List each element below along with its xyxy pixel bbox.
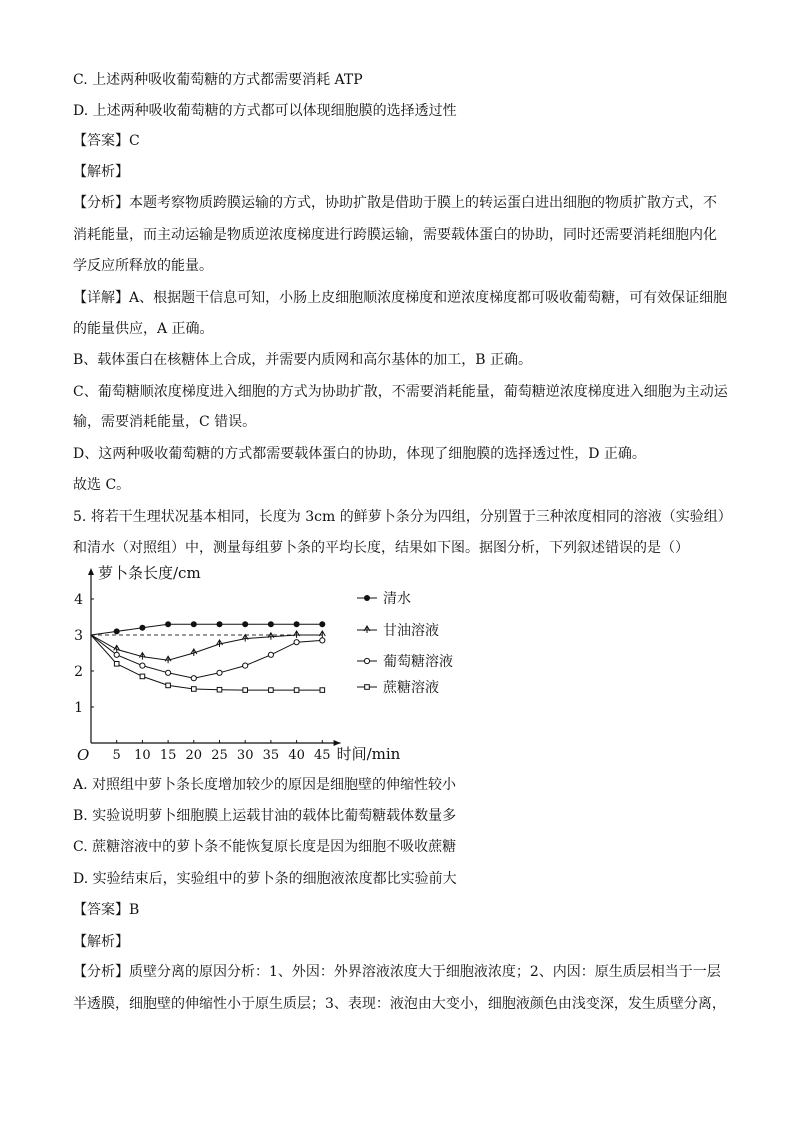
text-line-13: D、这两种吸收葡萄糖的方式都需要载体蛋白的协助，体现了细胞膜的选择透过性，D 正确。 [73, 446, 646, 462]
x-tick-label: 25 [211, 748, 228, 763]
legend-marker [365, 685, 370, 690]
radish-length-chart [70, 560, 470, 765]
x-tick-label: 35 [262, 748, 280, 763]
text-line-12: 输，需要消耗能量，C 错误。 [73, 414, 257, 430]
legend-marker [364, 658, 369, 663]
series-line-1 [91, 624, 322, 635]
data-point [166, 670, 171, 675]
data-point [268, 621, 274, 627]
data-point [294, 640, 299, 645]
answer-text-line-4: D. 实验结束后，实验组中的萝卜条的细胞液浓度都比实验前大 [73, 871, 457, 887]
answer-text-line-2: B. 实验说明萝卜细胞膜上运载甘油的载体比葡萄糖载体数量多 [73, 808, 457, 824]
data-point [243, 663, 248, 668]
y-axis-label: 萝卜条长度/cm [98, 564, 201, 582]
text-line-5: 【分析】本题考察物质跨膜运输的方式，协助扩散是借助于膜上的转运蛋白进出细胞的物质扩散方式，不 [73, 195, 717, 211]
x-tick-label: 5 [112, 748, 121, 763]
x-axis-label: 时间/min [336, 745, 401, 763]
data-point [192, 687, 197, 692]
legend-label-1: 清水 [383, 591, 411, 607]
x-tick-label: 20 [185, 748, 203, 763]
legend-label-3: 葡萄糖溶液 [383, 654, 453, 670]
data-point [319, 621, 325, 627]
y-tick-label: 1 [74, 700, 83, 716]
legend-label-2: 甘油溶液 [383, 623, 439, 639]
data-point [320, 638, 325, 643]
text-line-3: 【答案】C [73, 133, 140, 149]
data-point [268, 652, 273, 657]
data-point [140, 663, 145, 668]
data-point [217, 621, 223, 627]
data-point [191, 676, 196, 681]
data-point [320, 688, 325, 693]
data-point [114, 628, 120, 634]
answer-text-line-5: 【答案】B [73, 902, 140, 918]
data-point [191, 621, 197, 627]
data-point [217, 687, 222, 692]
text-line-16: 和清水（对照组）中，测量每组萝卜条的平均长度，结果如下图。据图分析，下列叙述错误的是（） [73, 540, 689, 556]
series-line-3 [91, 635, 322, 678]
data-point [139, 625, 145, 631]
data-point [140, 674, 145, 679]
text-line-1: C. 上述两种吸收葡萄糖的方式都需要消耗 ATP [73, 72, 363, 88]
y-tick-label: 3 [74, 628, 83, 644]
text-line-14: 故选 C。 [73, 477, 131, 493]
data-point [269, 688, 274, 693]
text-line-7: 学反应所释放的能量。 [73, 258, 213, 274]
data-point [114, 662, 119, 667]
data-point [243, 688, 248, 693]
series-line-2 [91, 635, 322, 660]
x-tick-label: 10 [134, 748, 151, 763]
y-tick-label: 4 [74, 592, 83, 608]
data-point [165, 621, 171, 627]
x-tick-label: 30 [236, 748, 254, 763]
data-point [294, 688, 299, 693]
answer-text-line-3: C. 蔗糖溶液中的萝卜条不能恢复原长度是因为细胞不吸收蔗糖 [73, 839, 457, 855]
series-line-4 [91, 635, 322, 690]
text-line-8: 【详解】A、根据题干信息可知，小肠上皮细胞顺浓度梯度和逆浓度梯度都可吸收葡萄糖，可有效保证细胞 [73, 290, 728, 306]
data-point [242, 621, 248, 627]
x-tick-label: 45 [314, 748, 331, 763]
data-point [114, 652, 119, 657]
data-point [217, 670, 222, 675]
text-line-11: C、葡萄糖顺浓度梯度进入细胞的方式为协助扩散，不需要消耗能量，葡萄糖逆浓度梯度进入细胞为主动运 [73, 384, 728, 400]
text-line-4: 【解析】 [73, 164, 129, 180]
legend-marker [364, 595, 370, 601]
data-point [166, 683, 171, 688]
text-line-2: D. 上述两种吸收葡萄糖的方式都可以体现细胞膜的选择透过性 [73, 103, 457, 119]
text-line-10: B、载体蛋白在核糖体上合成，并需要内质网和高尔基体的加工，B 正确。 [73, 352, 533, 368]
legend-label-4: 蔗糖溶液 [383, 680, 439, 696]
answer-text-line-1: A. 对照组中萝卜条长度增加较少的原因是细胞壁的伸缩性较小 [73, 777, 457, 793]
text-line-15: 5. 将若干生理状况基本相同，长度为 3cm 的鲜萝卜条分为四组，分别置于三种浓度相同的溶液（实验组） [73, 509, 732, 525]
x-tick-label: 15 [159, 748, 177, 763]
y-tick-label: 2 [74, 664, 83, 680]
answer-text-line-8: 半透膜，细胞壁的伸缩性小于原生质层；3、表现：液泡由大变小，细胞液颜色由浅变深，发生质壁分离， [73, 996, 726, 1012]
data-point [294, 621, 300, 627]
text-line-6: 消耗能量，而主动运输是物质逆浓度梯度进行跨膜运输，需要载体蛋白的协助，同时还需要消耗细胞内化 [73, 227, 717, 243]
text-line-9: 的能量供应，A 正确。 [73, 321, 214, 337]
answer-text-line-7: 【分析】质壁分离的原因分析：1、外因：外界溶液浓度大于细胞液浓度；2、内因：原生质层相当于一层 [73, 964, 721, 980]
x-tick-label: 40 [288, 748, 305, 763]
origin-label: O [77, 746, 90, 764]
answer-text-line-6: 【解析】 [73, 934, 129, 950]
y-axis-arrow [88, 568, 94, 575]
